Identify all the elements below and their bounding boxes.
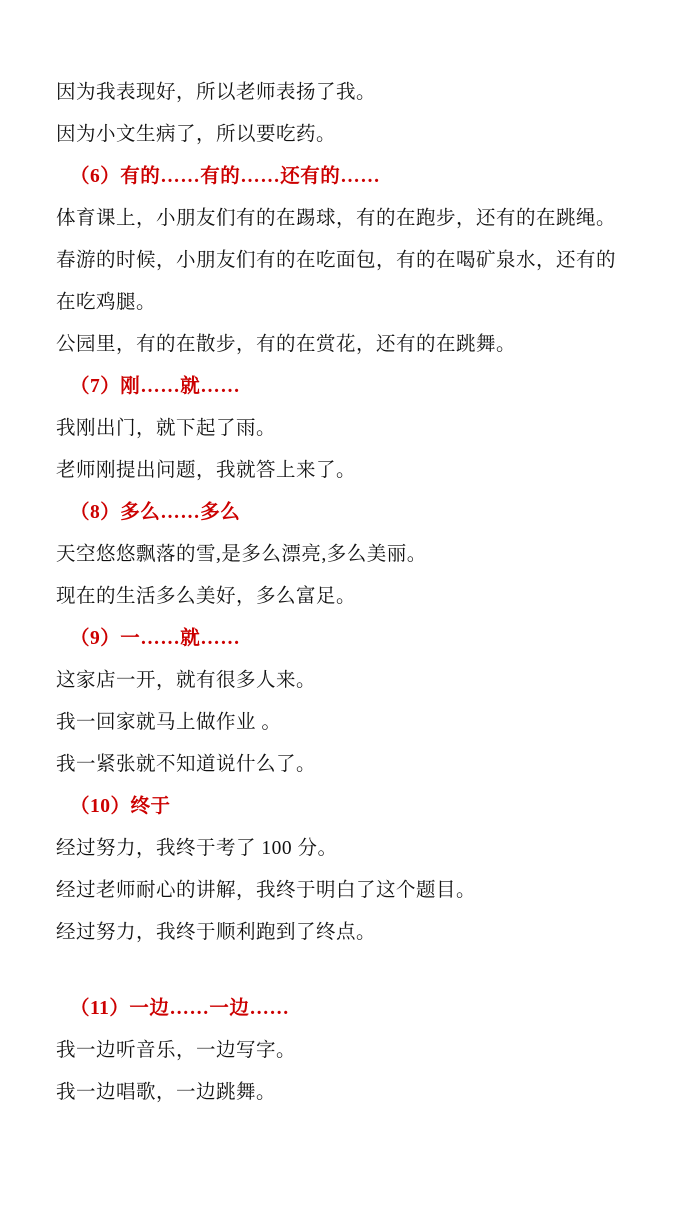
paragraph: 天空悠悠飘落的雪,是多么漂亮,多么美丽。: [56, 544, 427, 565]
paragraph: 经过老师耐心的讲解，我终于明白了这个题目。: [56, 880, 477, 901]
section-heading: （9）一……就……: [70, 628, 241, 649]
paragraph: 我一边唱歌，一边跳舞。: [56, 1082, 277, 1103]
section-heading: （8）多么……多么: [70, 502, 241, 523]
section-heading: （7）刚……就……: [70, 376, 241, 397]
section-heading: （11）一边……一边……: [70, 998, 290, 1019]
paragraph: 因为我表现好，所以老师表扬了我。: [56, 82, 377, 103]
paragraph: 因为小文生病了，所以要吃药。: [56, 124, 337, 145]
paragraph: 经过努力，我终于考了 100 分。: [56, 838, 338, 859]
paragraph: 现在的生活多么美好，多么富足。: [56, 586, 357, 607]
section-heading: （6）有的……有的……还有的……: [70, 166, 381, 187]
paragraph: 这家店一开，就有很多人来。: [56, 670, 317, 691]
paragraph: 春游的时候，小朋友们有的在吃面包，有的在喝矿泉水，还有的在吃鸡腿。: [56, 250, 617, 313]
paragraph: 体育课上，小朋友们有的在踢球，有的在跑步，还有的在跳绳。: [56, 208, 617, 229]
paragraph: 我刚出门，就下起了雨。: [56, 418, 277, 439]
paragraph: 我一边听音乐，一边写字。: [56, 1040, 297, 1061]
paragraph: 公园里，有的在散步，有的在赏花，还有的在跳舞。: [56, 334, 517, 355]
section-heading: （10）终于: [70, 796, 171, 817]
paragraph-spacer: [56, 954, 628, 988]
paragraph: 我一回家就马上做作业 。: [56, 712, 282, 733]
paragraph: 经过努力，我终于顺利跑到了终点。: [56, 922, 377, 943]
paragraph: 我一紧张就不知道说什么了。: [56, 754, 317, 775]
paragraph: 老师刚提出问题，我就答上来了。: [56, 460, 357, 481]
